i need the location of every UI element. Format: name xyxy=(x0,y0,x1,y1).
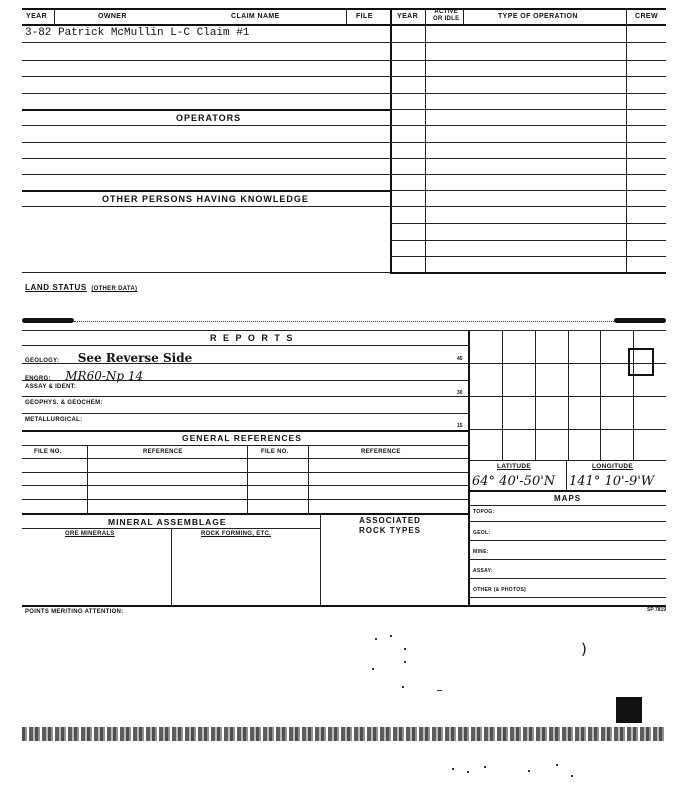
header-bottom-border xyxy=(22,24,666,26)
col-div-crew xyxy=(626,9,627,273)
reports-title-bottom xyxy=(22,345,468,346)
latlong-div xyxy=(566,460,567,490)
metallurgical-label: METALLURGICAL: xyxy=(25,417,83,423)
operators-top-border xyxy=(22,109,390,111)
header-file: FILE xyxy=(356,13,373,20)
gr-row-2 xyxy=(22,485,468,486)
scan-noise-dot xyxy=(402,686,404,688)
owner-row-line-1 xyxy=(22,42,390,43)
operators-heading: OPERATORS xyxy=(176,113,242,123)
engrg-label: ENGRG: xyxy=(25,376,51,382)
header-type-of-operation: TYPE OF OPERATION xyxy=(498,13,578,20)
maps-title: MAPS xyxy=(554,494,582,503)
scan-noise-dot xyxy=(528,770,530,772)
scan-noise-dot xyxy=(484,766,486,768)
maps-line-2 xyxy=(468,540,666,541)
latlong-top xyxy=(468,460,666,461)
grid-h-2 xyxy=(468,396,666,397)
scan-noise-dot xyxy=(372,668,374,670)
col-div-year xyxy=(54,9,55,24)
maps-title-bottom xyxy=(468,505,666,506)
grid-h-3 xyxy=(468,429,666,430)
scan-noise-dot xyxy=(452,768,454,770)
scan-noise-dot xyxy=(375,638,377,640)
scan-noise-dot xyxy=(571,775,573,777)
header-active-line1: ACTIVE xyxy=(434,9,459,15)
grid-v-3 xyxy=(568,330,569,460)
col-div-file xyxy=(346,9,347,24)
col-div-year2 xyxy=(425,9,426,273)
longitude-label: LONGITUDE xyxy=(592,463,633,470)
scan-noise-block xyxy=(616,697,642,723)
associated-line2: ROCK TYPES xyxy=(359,526,422,535)
ore-minerals-label: ORE MINERALS xyxy=(65,531,115,537)
gr-col-file-1: FILE NO. xyxy=(34,449,62,455)
other-persons-line xyxy=(22,206,390,207)
maps-mine: MINE: xyxy=(473,549,489,555)
mineral-top xyxy=(22,513,468,515)
scan-noise-dot xyxy=(437,690,442,691)
reports-dotted-line xyxy=(74,321,614,322)
geology-line xyxy=(22,363,468,364)
other-persons-top-border xyxy=(22,190,390,192)
op-row-8 xyxy=(390,158,666,159)
num-15: 15 xyxy=(457,423,463,429)
header-year-2: YEAR xyxy=(397,13,419,20)
op-row-12 xyxy=(390,223,666,224)
op-row-5 xyxy=(390,109,666,110)
assay-label: ASSAY & IDENT: xyxy=(25,384,77,390)
maps-assay: ASSAY: xyxy=(473,568,493,574)
general-references-title: GENERAL REFERENCES xyxy=(182,433,302,443)
maps-geol: GEOL: xyxy=(473,530,491,536)
num-30: 30 xyxy=(457,390,463,396)
grid-v-4 xyxy=(600,330,601,460)
geology-row xyxy=(25,349,192,367)
header-crew: CREW xyxy=(635,13,658,20)
num-45: 45 xyxy=(457,356,463,362)
op-block-bottom xyxy=(390,272,666,274)
associated-line1: ASSOCIATED xyxy=(359,516,421,525)
operators-line-2 xyxy=(22,142,390,143)
latitude-label: LATITUDE xyxy=(497,463,532,470)
op-row-6 xyxy=(390,125,666,126)
operators-line-1 xyxy=(22,125,390,126)
col-div-active xyxy=(463,9,464,24)
reports-top-border xyxy=(22,330,666,331)
other-persons-bottom xyxy=(22,272,390,273)
gr-row-1 xyxy=(22,472,468,473)
land-status-sub: (OTHER DATA) xyxy=(91,286,138,292)
other-persons-heading: OTHER PERSONS HAVING KNOWLEDGE xyxy=(102,194,309,204)
scan-noise-dot xyxy=(404,648,406,650)
rock-forming-label: ROCK FORMING, ETC. xyxy=(201,531,272,537)
engrg-line xyxy=(22,380,468,381)
op-row-7 xyxy=(390,142,666,143)
geophys-line xyxy=(22,413,468,414)
maps-other: OTHER (& PHOTOS) xyxy=(473,587,527,593)
header-year: YEAR xyxy=(26,13,48,20)
maps-topog: TOPOG: xyxy=(473,509,495,515)
general-references-top xyxy=(22,430,468,432)
gr-col-ref-1: REFERENCE xyxy=(143,449,183,455)
geophys-label: GEOPHYS. & GEOCHEM: xyxy=(25,400,103,406)
gr-div-1 xyxy=(87,445,88,513)
header-active-line2: OR IDLE xyxy=(433,16,460,22)
gr-col-ref-2: REFERENCE xyxy=(361,449,401,455)
engrg-value: MR60-Np 14 xyxy=(65,369,144,383)
longitude-value: 141° 10'-9'W xyxy=(569,474,655,489)
scan-noise-dot xyxy=(390,635,392,637)
form-bottom xyxy=(22,605,666,607)
scan-noise-dot xyxy=(404,661,406,663)
scan-smear-band xyxy=(22,727,666,741)
header-claim-name: CLAIM NAME xyxy=(231,13,280,20)
associated-rock-types xyxy=(359,516,421,536)
scan-smudge-left xyxy=(22,318,74,323)
operators-line-3 xyxy=(22,158,390,159)
header-active xyxy=(433,9,459,23)
grid-marker-box xyxy=(628,348,654,376)
scan-noise-dot xyxy=(556,764,558,766)
operators-line-4 xyxy=(22,174,390,175)
op-row-14 xyxy=(390,256,666,257)
reports-right-divider xyxy=(468,330,470,605)
assay-line xyxy=(22,396,468,397)
maps-line-1 xyxy=(468,521,666,522)
latitude-value: 64° 40'-50'N xyxy=(472,474,556,489)
owner-row-line-2 xyxy=(22,60,390,61)
reports-title: R E P O R T S xyxy=(210,333,295,343)
grid-v-2 xyxy=(535,330,536,460)
header-owner: OWNER xyxy=(98,13,127,20)
engrg-row xyxy=(25,367,143,385)
col-div-main xyxy=(390,9,392,273)
mineral-title: MINERAL ASSEMBLAGE xyxy=(108,517,227,527)
gr-col-file-2: FILE NO. xyxy=(261,449,289,455)
scan-noise-dot xyxy=(467,771,469,773)
geology-label: GEOLOGY: xyxy=(25,358,60,364)
general-references-title-bottom xyxy=(22,445,468,446)
op-row-1 xyxy=(390,42,666,43)
maps-line-4 xyxy=(468,578,666,579)
op-row-10 xyxy=(390,190,666,191)
land-status-label: LAND STATUS xyxy=(25,283,87,292)
op-row-13 xyxy=(390,240,666,241)
geology-value: See Reverse Side xyxy=(77,351,193,365)
mineral-assoc-div xyxy=(320,513,321,605)
owner-row-line-3 xyxy=(22,76,390,77)
op-row-4 xyxy=(390,93,666,94)
owner-row-line-4 xyxy=(22,93,390,94)
points-meriting-attention: POINTS MERITING ATTENTION: xyxy=(25,609,124,615)
gr-div-2 xyxy=(247,445,248,513)
land-status-heading xyxy=(25,277,137,295)
grid-v-1 xyxy=(502,330,503,460)
form-number: SP 7819 xyxy=(647,607,667,613)
op-row-11 xyxy=(390,206,666,207)
mineral-col-div xyxy=(171,528,172,605)
op-row-2 xyxy=(390,60,666,61)
gr-header-bottom xyxy=(22,458,468,459)
maps-line-3 xyxy=(468,559,666,560)
maps-line-5 xyxy=(468,597,666,598)
op-row-3 xyxy=(390,76,666,77)
gr-row-3 xyxy=(22,499,468,500)
op-row-9 xyxy=(390,174,666,175)
maps-top xyxy=(468,490,666,492)
scan-noise-mark: ) xyxy=(581,640,587,658)
scan-smudge-right xyxy=(614,318,666,323)
owner-entry: 3-82 Patrick McMullin L-C Claim #1 xyxy=(25,27,250,39)
top-header-border xyxy=(22,8,666,10)
gr-div-3 xyxy=(308,445,309,513)
